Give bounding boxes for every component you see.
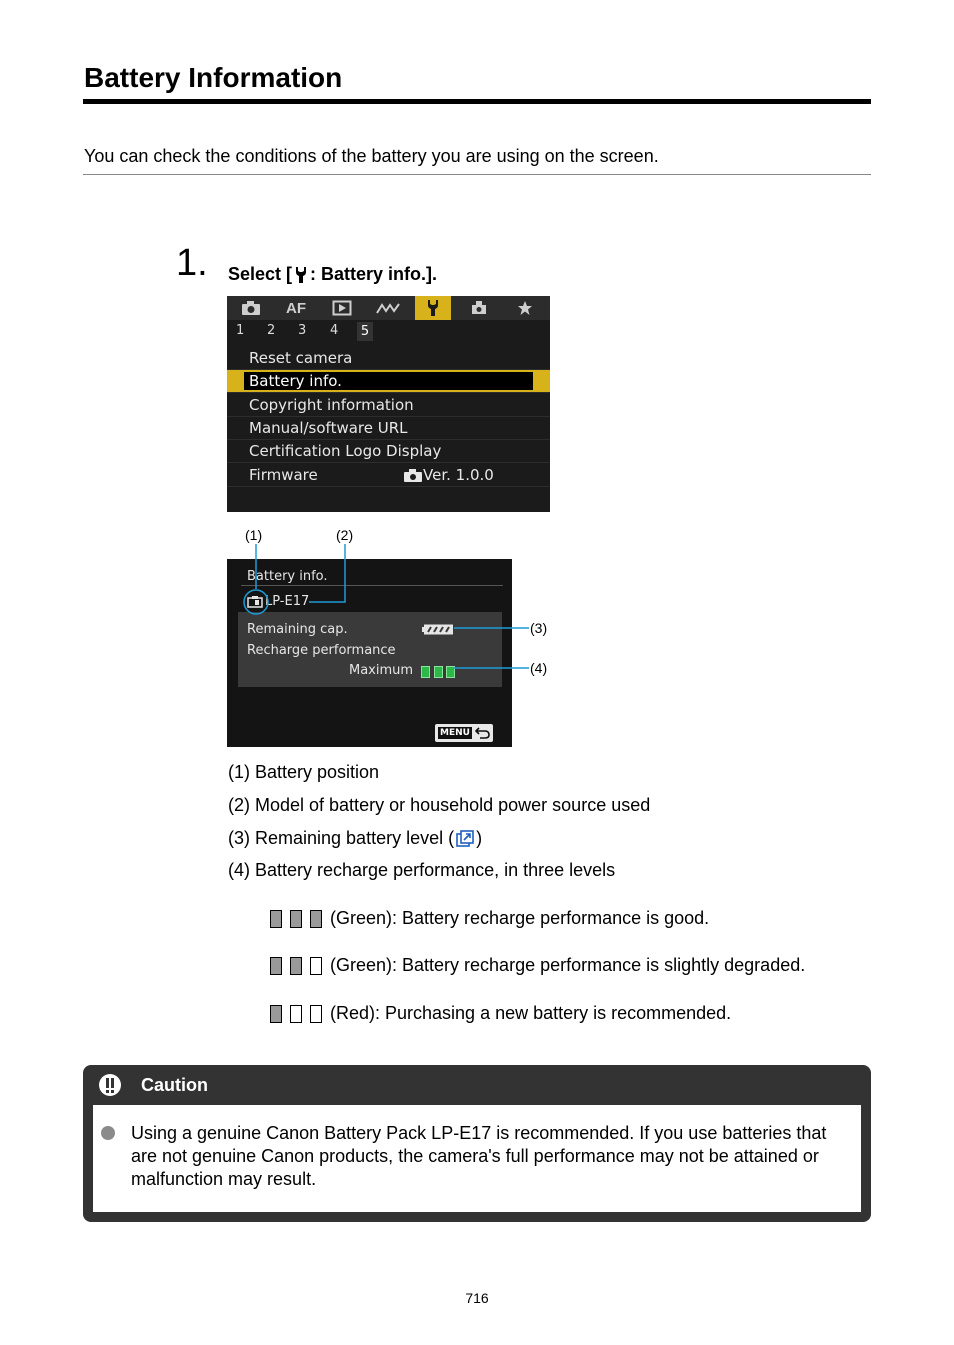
intro-rule — [83, 174, 871, 175]
caution-text: Using a genuine Canon Battery Pack LP-E17 is recommended. If you use batteries that are not genuine Canon products, the camera's full performance may not be attained or malfunction may result. — [131, 1123, 827, 1189]
caution-box — [83, 1065, 871, 1222]
cross-reference-link-icon[interactable] — [455, 829, 475, 849]
desc-battery-model: (2) Model of battery or household power source used — [228, 795, 651, 815]
camera-icon — [241, 300, 261, 316]
level-square-filled — [270, 1005, 282, 1023]
wrench-setup-icon — [293, 266, 309, 284]
callout-leader-lines — [227, 520, 567, 760]
desc-remaining-level — [228, 828, 482, 849]
level-row-replace — [270, 1003, 731, 1024]
level-square-empty — [310, 957, 322, 975]
menu-tab-bar — [227, 296, 550, 320]
menu-item-label: Reset camera — [249, 349, 353, 367]
desc-battery-position: (1) Battery position — [228, 762, 380, 782]
playback-icon — [332, 300, 352, 316]
menu-item-label: Battery info. — [249, 372, 342, 390]
menu-item-firmware[interactable] — [227, 464, 550, 487]
menu-item-label: Firmware — [249, 466, 318, 484]
tab-setup[interactable] — [415, 296, 451, 320]
level-square-empty — [290, 1005, 302, 1023]
callout-2: (2) — [336, 527, 354, 543]
desc-remaining-level-before: (3) Remaining battery level ( — [228, 828, 455, 848]
step-instruction — [228, 264, 437, 285]
firmware-version — [403, 464, 494, 486]
intro-text: You can check the conditions of the battery you are using on the screen. — [84, 146, 659, 166]
custom-icon — [470, 300, 488, 316]
level-square-filled — [270, 910, 282, 928]
page-num-4[interactable]: 4 — [330, 323, 339, 338]
level-text: (Green): Battery recharge performance is good. — [330, 908, 710, 928]
level-square-empty — [310, 1005, 322, 1023]
camera-menu-screenshot — [227, 296, 550, 512]
tab-wireless[interactable] — [370, 296, 406, 320]
level-square-filled — [310, 910, 322, 928]
level-row-good — [270, 908, 709, 929]
callout-4: (4) — [530, 660, 548, 676]
level-square-filled — [290, 957, 302, 975]
level-square-filled — [290, 910, 302, 928]
menu-item-label: Certification Logo Display — [249, 442, 442, 460]
firmware-version-text: Ver. 1.0.0 — [423, 466, 494, 484]
page-num-2[interactable]: 2 — [267, 323, 276, 338]
wireless-icon — [376, 301, 400, 315]
menu-item-label: Manual/software URL — [249, 419, 408, 437]
battery-model: LP-E17 — [265, 594, 310, 609]
desc-remaining-level-after: ) — [476, 828, 483, 848]
page-num-5[interactable]: 5 — [357, 322, 373, 341]
menu-item-manual-url[interactable] — [227, 417, 550, 440]
tab-af[interactable] — [278, 296, 314, 320]
page-number: 716 — [465, 1290, 489, 1306]
callout-3: (3) — [530, 620, 548, 636]
wrench-icon — [425, 299, 441, 317]
caution-icon — [98, 1073, 122, 1097]
menu-item-reset-camera[interactable] — [227, 347, 550, 370]
page-title: Battery Information — [84, 62, 343, 93]
level-text: (Red): Purchasing a new battery is recommended. — [330, 1003, 732, 1023]
menu-item-label: Copyright information — [249, 396, 414, 414]
level-row-degraded — [270, 955, 805, 976]
menu-button-label: MENU — [438, 727, 472, 739]
title-rule — [83, 99, 871, 104]
menu-item-battery-info[interactable] — [227, 370, 550, 393]
caution-body — [93, 1105, 861, 1212]
remaining-cap-label: Remaining cap. — [247, 622, 348, 637]
tab-playback[interactable] — [324, 296, 360, 320]
step-text-before: Select [ — [228, 264, 293, 284]
camera-icon — [403, 468, 423, 483]
battery-screen-title: Battery info. — [247, 569, 328, 584]
desc-recharge-performance: (4) Battery recharge performance, in three levels — [228, 860, 616, 880]
caution-title: Caution — [141, 1075, 208, 1095]
recharge-performance-value: Maximum — [349, 663, 414, 678]
menu-item-copyright[interactable] — [227, 394, 550, 417]
page-num-3[interactable]: 3 — [298, 323, 307, 338]
menu-item-cert-logo[interactable] — [227, 440, 550, 463]
tab-custom[interactable] — [461, 296, 497, 320]
step-text-after: : Battery info.]. — [310, 264, 438, 284]
star-icon — [517, 300, 533, 316]
menu-page-numbers — [227, 320, 550, 344]
step-number: 1. — [176, 242, 208, 284]
tab-mymenu[interactable] — [507, 296, 543, 320]
tab-af-label: AF — [286, 299, 306, 317]
bullet-icon — [101, 1126, 115, 1140]
level-square-filled — [270, 957, 282, 975]
callout-1: (1) — [245, 527, 263, 543]
recharge-performance-label: Recharge performance — [247, 643, 396, 658]
level-text: (Green): Battery recharge performance is slightly degraded. — [330, 955, 806, 975]
tab-camera[interactable] — [233, 296, 269, 320]
page-num-1[interactable]: 1 — [236, 323, 245, 338]
